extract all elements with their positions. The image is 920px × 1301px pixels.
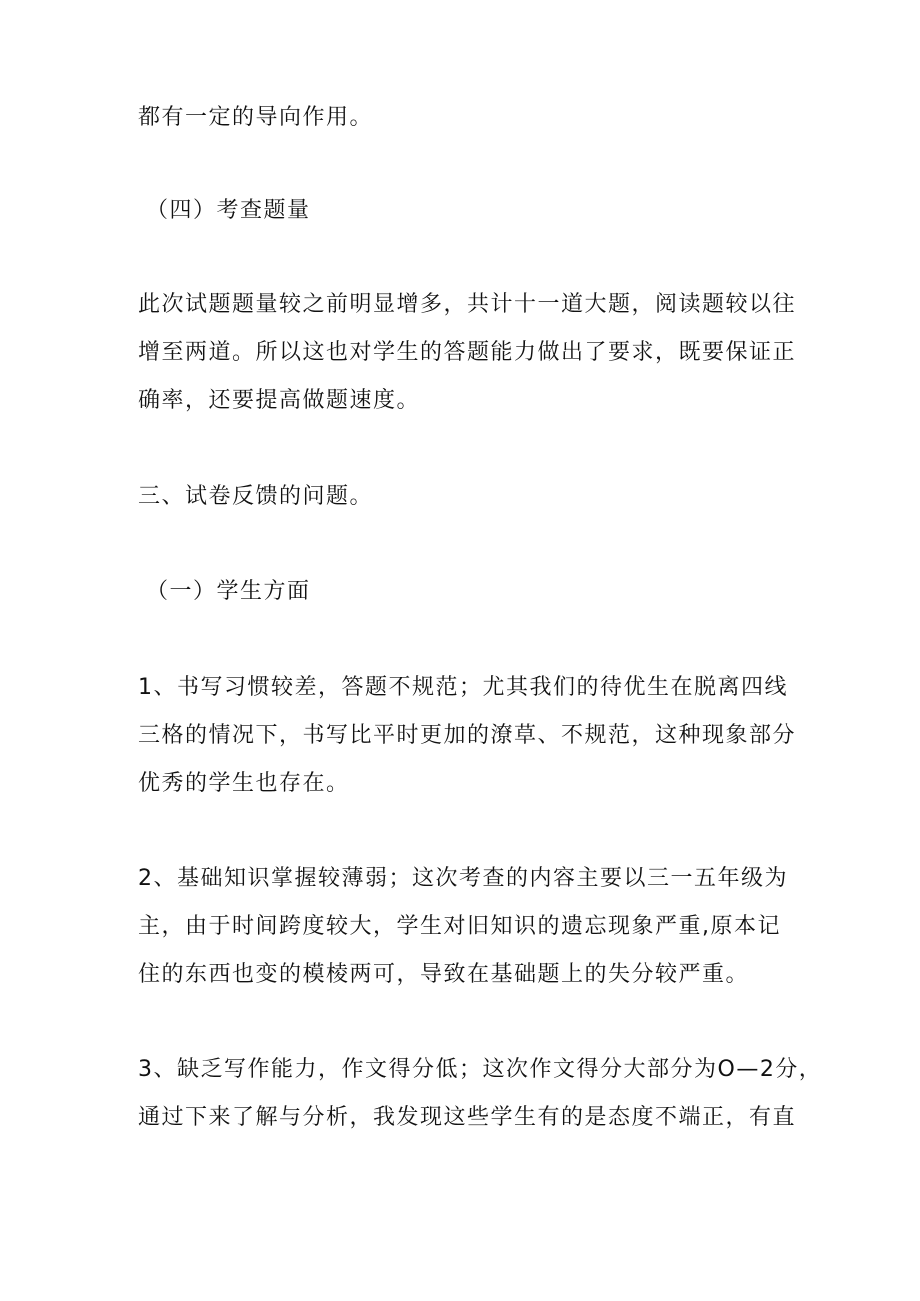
- paragraph-quantity-line-2: 增至两道。所以这也对学生的答题能力做出了要求，既要保证正: [138, 340, 797, 365]
- item-2-line-1: 2、基础知识掌握较薄弱；这次考查的内容主要以三一五年级为: [138, 866, 788, 891]
- item-2-line-2: 主，由于时间跨度较大，学生对旧知识的遗忘现象严重,原本记: [138, 914, 781, 939]
- paragraph-guidance-line-1: 都有一定的导向作用。: [138, 105, 374, 130]
- heading-exam-quantity: （四）考查题量: [146, 198, 311, 223]
- item-1-line-2: 三格的情况下，书写比平时更加的潦草、不规范，这种现象部分: [138, 723, 797, 748]
- heading-exam-feedback: 三、试卷反馈的问题。: [138, 484, 374, 509]
- item-3-line-2: 通过下来了解与分析，我发现这些学生有的是态度不端正，有直: [138, 1105, 797, 1130]
- heading-student-aspect: （一）学生方面: [146, 579, 311, 604]
- item-1-line-3: 优秀的学生也存在。: [138, 771, 350, 796]
- item-2-line-3: 住的东西也变的模棱两可，导致在基础题上的失分较严重。: [138, 962, 750, 987]
- item-1-line-1: 1、书写习惯较差，答题不规范；尤其我们的待优生在脱离四线: [138, 675, 788, 700]
- item-3-line-1: 3、缺乏写作能力，作文得分低；这次作文得分大部分为O—2分，: [138, 1057, 823, 1082]
- paragraph-quantity-line-1: 此次试题题量较之前明显增多，共计十一道大题，阅读题较以往: [138, 292, 797, 317]
- paragraph-quantity-line-3: 确率，还要提高做题速度。: [138, 388, 421, 413]
